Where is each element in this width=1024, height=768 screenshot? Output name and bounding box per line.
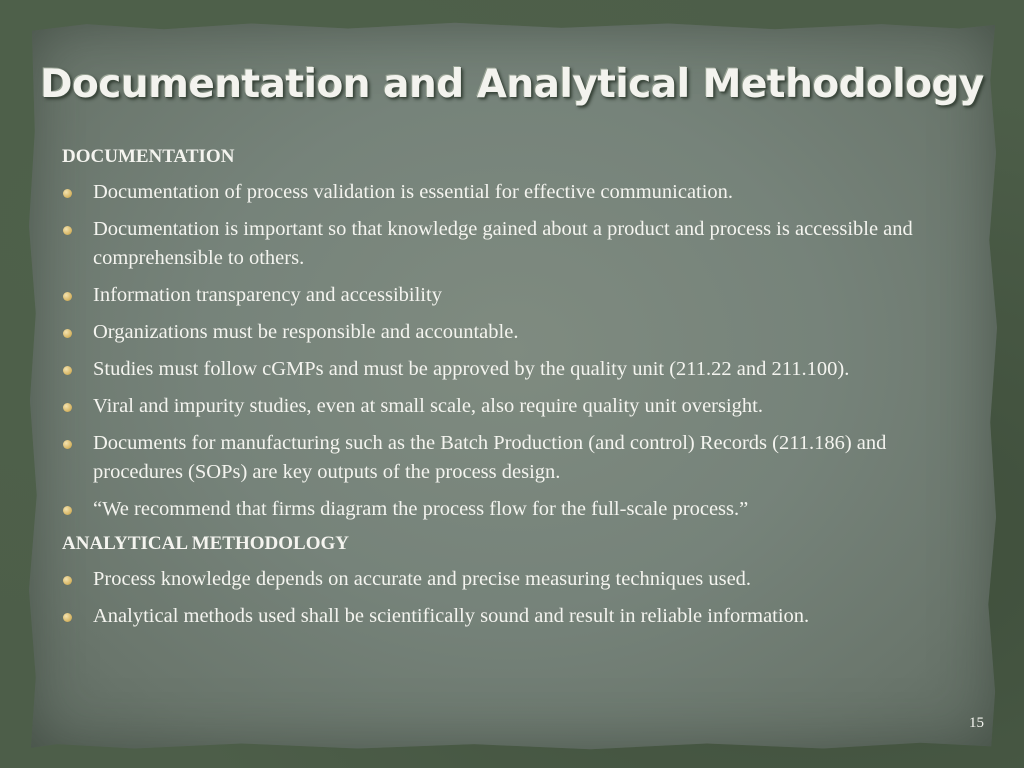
bullet-item [62,602,967,631]
bullet-text: Documentation is important so that knowledge gained about a product and process is accessible and comprehensible to others. [93,218,913,269]
bullet-text: Process knowledge depends on accurate and precise measuring techniques used. [93,568,752,590]
bullet-text: Studies must follow cGMPs and must be approved by the quality unit (211.22 and 211.100). [93,358,850,380]
bullet-text: Documentation of process validation is essential for effective communication. [93,181,734,203]
bullet-item [62,392,967,421]
documentation-bullet-list [62,178,967,524]
bullet-icon [63,189,72,198]
bullet-item [62,318,967,347]
bullet-icon [63,329,72,338]
bullet-icon [63,292,72,301]
bullet-icon [63,403,72,412]
page-number: 15 [969,715,984,731]
bullet-icon [63,506,72,515]
analytical-bullet-list [62,565,967,631]
bullet-icon [63,576,72,585]
bullet-item [62,281,967,310]
bullet-icon [63,613,72,622]
bullet-text: Analytical methods used shall be scientifically sound and result in reliable information. [93,605,810,627]
bullet-text: “We recommend that firms diagram the process flow for the full-scale process.” [93,498,749,520]
bullet-text: Information transparency and accessibility [93,284,442,306]
bullet-icon [63,226,72,235]
bullet-item [62,429,967,487]
bullet-text: Viral and impurity studies, even at small scale, also require quality unit oversight. [93,395,763,417]
bullet-item [62,215,967,273]
section-heading-documentation: DOCUMENTATION [62,146,235,167]
bullet-text: Organizations must be responsible and accountable. [93,321,519,343]
bullet-icon [63,440,72,449]
bullet-icon [63,366,72,375]
section-heading-analytical-methodology: ANALYTICAL METHODOLOGY [62,533,349,554]
bullet-item [62,178,967,207]
bullet-item [62,495,967,524]
slide-content [62,142,967,639]
bullet-item [62,355,967,384]
slide-title: Documentation and Analytical Methodology [40,62,984,107]
bullet-text: Documents for manufacturing such as the Batch Production (and control) Records (211.186) and procedures (SOPs) are key outputs of the process design. [93,432,887,483]
bullet-item [62,565,967,594]
